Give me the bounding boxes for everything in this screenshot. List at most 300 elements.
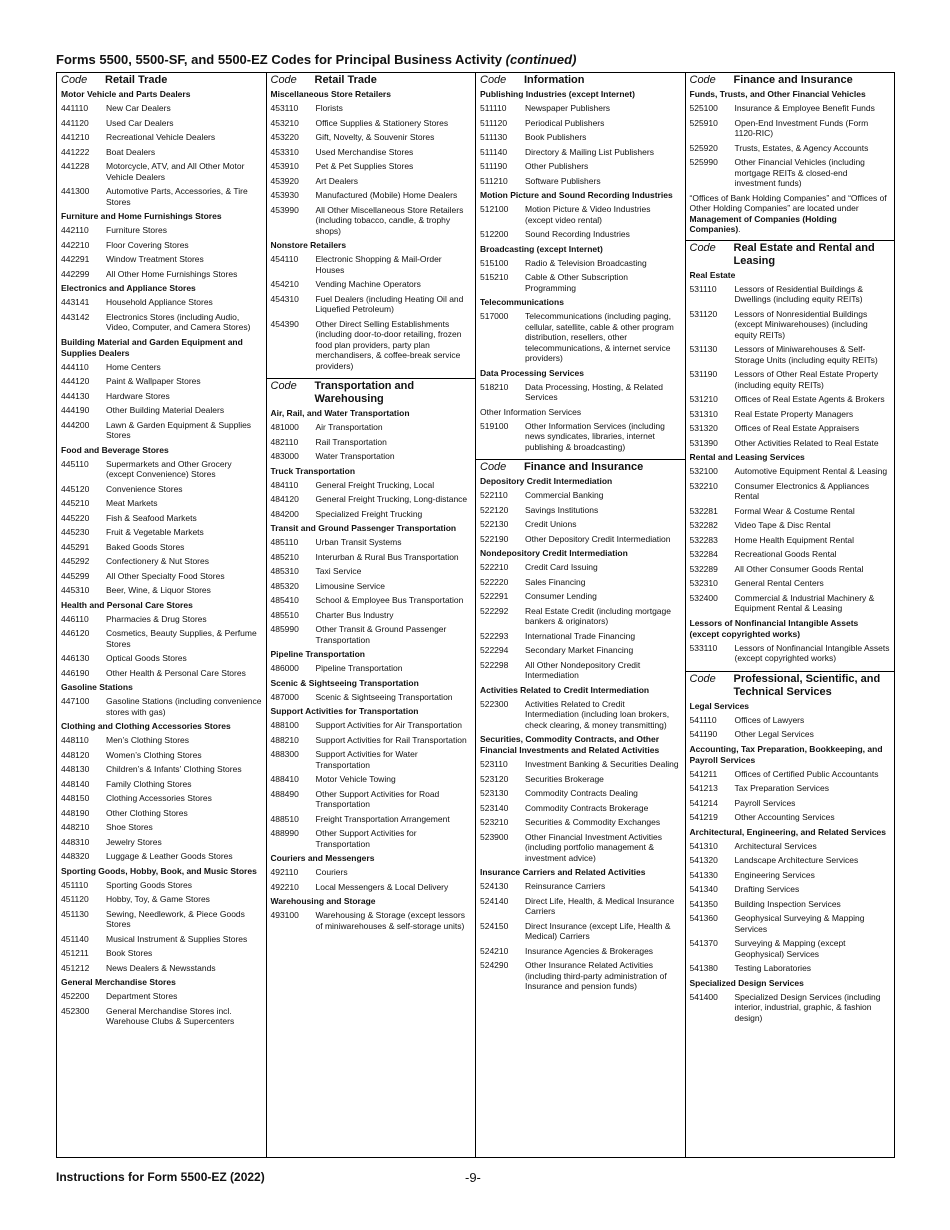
code-row [480, 132, 681, 143]
activity-code: 488410 [270, 774, 299, 784]
activity-code: 447100 [61, 696, 90, 706]
activity-description: Specialized Freight Trucking [315, 508, 423, 519]
code-row [271, 279, 472, 290]
code-column-label: Code [270, 74, 297, 86]
activity-description: Commodity Contracts Brokerage [525, 802, 649, 813]
activity-code: 445310 [61, 585, 90, 595]
activity-code: 444200 [61, 419, 90, 430]
code-row [690, 309, 891, 341]
industry-title: Retail Trade [105, 74, 168, 86]
activity-code: 453920 [270, 175, 299, 186]
code-row [61, 269, 262, 280]
code-row [61, 991, 262, 1002]
code-column-label: Code [61, 74, 88, 86]
activity-code: 488490 [270, 788, 299, 799]
activity-description: Support Activities for Air Transportation [315, 720, 462, 730]
activity-description: Activities Related to Credit Intermediation (including loan brokers, check clearing, & money transmitting) [525, 698, 670, 730]
code-row [61, 764, 262, 775]
code-row [61, 628, 262, 649]
activity-code: 488100 [270, 720, 299, 730]
code-row [271, 867, 472, 878]
activity-code: 445110 [61, 458, 89, 469]
activity-code: 453310 [270, 146, 299, 157]
activity-code: 531190 [689, 369, 718, 379]
activity-code: 523120 [480, 773, 509, 784]
code-column-label: Code [689, 241, 716, 254]
activity-code: 448110 [61, 735, 89, 745]
activity-code: 541211 [689, 768, 718, 779]
activity-description: Supermarkets and Other Grocery (except Convenience) Stores [106, 458, 232, 479]
code-row [690, 729, 891, 740]
activity-description: Specialized Design Services (including interior, industrial, graphic, & fashion design) [734, 991, 881, 1023]
activity-description: Gift, Novelty, & Souvenir Stores [315, 132, 435, 142]
activity-code: 512100 [480, 204, 509, 214]
activity-description: Hobby, Toy, & Game Stores [106, 894, 210, 904]
activity-code: 511130 [480, 132, 508, 142]
activity-code: 453930 [270, 190, 299, 200]
activity-code: 485990 [270, 624, 299, 634]
code-row [61, 186, 262, 207]
activity-description: Video Tape & Disc Rental [734, 520, 831, 530]
activity-code: 524140 [480, 895, 509, 906]
activity-code: 523110 [480, 759, 508, 769]
activity-description: Automotive Equipment Rental & Leasing [734, 466, 888, 476]
activity-description: Landscape Architecture Services [734, 855, 859, 865]
activity-code: 531320 [689, 423, 718, 433]
industry-title: Professional, Scientific, and Technical Services [733, 672, 881, 698]
activity-code: 522210 [480, 562, 509, 572]
section-header [690, 672, 891, 699]
code-row [690, 855, 891, 866]
code-row [271, 451, 472, 462]
code-row [271, 552, 472, 563]
activity-code: 448130 [61, 764, 90, 774]
code-row [61, 161, 262, 182]
subgroup-title: Insurance Carriers and Related Activities [480, 867, 646, 877]
activity-code: 444120 [61, 376, 90, 386]
activity-description: Book Publishers [525, 132, 587, 142]
activity-code: 524150 [480, 920, 509, 931]
code-row [61, 571, 262, 582]
code-row [271, 161, 472, 172]
code-row [61, 312, 262, 333]
code-row [480, 505, 681, 516]
code-row [61, 1006, 262, 1027]
activity-description: Jewelry Stores [106, 836, 162, 847]
activity-description: Other Information Services (including news syndicates, libraries, internet publishing & broadcasting) [525, 420, 665, 452]
activity-code: 532281 [689, 505, 718, 516]
activity-description: Other Legal Services [734, 729, 814, 739]
code-row [61, 103, 262, 114]
activity-description: Other Financial Investment Activities (including portfolio management & investment advice) [525, 831, 663, 863]
activity-description: Pipeline Transportation [315, 663, 403, 673]
section-header [690, 73, 891, 87]
activity-description: International Trade Financing [525, 630, 636, 641]
code-row [690, 798, 891, 809]
code-row [61, 542, 262, 553]
activity-description: Investment Banking & Securities Dealing [525, 759, 679, 769]
activity-code: 445291 [61, 541, 90, 552]
activity-code: 454390 [270, 318, 299, 329]
activity-code: 445220 [61, 512, 90, 523]
code-row [271, 624, 472, 645]
code-row [61, 668, 262, 679]
code-row [690, 423, 891, 434]
code-row [61, 391, 262, 402]
code-row [61, 484, 262, 495]
activity-description: Other Support Activities for Road Transportation [315, 788, 440, 809]
activity-code: 451120 [61, 894, 89, 904]
code-row [690, 564, 891, 575]
activity-description: Data Processing, Hosting, & Related Services [525, 381, 663, 402]
activity-description: Newspaper Publishers [525, 103, 611, 113]
code-row [480, 382, 681, 403]
note-bold-text: Management of Companies (Holding Companies) [689, 213, 837, 234]
activity-description: Boat Dealers [106, 146, 156, 157]
activity-description: Office Supplies & Stationery Stores [315, 117, 449, 128]
code-row [61, 880, 262, 891]
code-row [690, 938, 891, 959]
code-row [271, 422, 472, 433]
column-1 [57, 73, 267, 1157]
activity-code: 531120 [689, 308, 718, 319]
activity-code: 522300 [480, 698, 509, 709]
activity-description: Direct Insurance (except Life, Health & Medical) Carriers [525, 920, 671, 941]
activity-description: Lessors of Nonresidential Buildings (except Miniwarehouses) (including equity REITs) [734, 308, 868, 340]
activity-code: 441110 [61, 103, 89, 113]
code-row [271, 663, 472, 674]
activity-code: 446120 [61, 628, 90, 638]
code-row [61, 894, 262, 905]
activity-description: Confectionery & Nut Stores [106, 556, 209, 566]
activity-code: 533110 [689, 642, 718, 653]
subgroup-title: Electronics and Appliance Stores [61, 283, 196, 293]
activity-description: All Other Nondepository Credit Intermediation [525, 659, 641, 680]
subgroup-title: General Merchandise Stores [61, 977, 176, 987]
activity-description: Real Estate Property Managers [734, 408, 854, 419]
activity-code: 448150 [61, 793, 90, 803]
activity-code: 541190 [689, 729, 718, 739]
activity-description: Furniture Stores [106, 225, 167, 235]
code-row [480, 631, 681, 642]
code-row [61, 147, 262, 158]
activity-description: Offices of Lawyers [734, 714, 805, 725]
code-row [271, 774, 472, 785]
activity-description: Men’s Clothing Stores [106, 735, 189, 745]
activity-code: 531310 [689, 408, 718, 419]
activity-description: Other Transit & Ground Passenger Transportation [315, 624, 447, 645]
activity-description: Lawn & Garden Equipment & Supplies Stores [106, 419, 252, 440]
code-row [480, 946, 681, 957]
activity-code: 531130 [689, 344, 718, 354]
activity-description: Consumer Lending [525, 591, 597, 601]
subgroup-title: Support Activities for Transportation [270, 706, 419, 716]
subgroup-title: Accounting, Tax Preparation, Bookkeeping, and Payroll Services [689, 743, 883, 765]
activity-code: 441210 [61, 132, 90, 142]
activity-description: Local Messengers & Local Delivery [315, 881, 449, 892]
activity-description: Vending Machine Operators [315, 279, 421, 289]
note-text: “Offices of Bank Holding Companies” and “Offices of Other Holding Companies” are located under [689, 192, 887, 213]
activity-description: Geophysical Surveying & Mapping Services [734, 913, 865, 934]
activity-code: 453210 [270, 117, 299, 128]
activity-code: 541360 [689, 913, 718, 923]
activity-description: Other Direct Selling Establishments (including door-to-door retailing, frozen food plan providers, party plan merchandisers, & coffee-break service providers) [315, 318, 462, 371]
industry-section [267, 73, 476, 378]
subgroup-title: Funds, Trusts, and Other Financial Vehicles [689, 89, 866, 99]
activity-description: Offices of Certified Public Accountants [734, 768, 879, 779]
subgroup-title: Building Material and Garden Equipment and Supplies Dealers [61, 336, 243, 358]
industry-title: Retail Trade [314, 74, 377, 86]
code-table [56, 72, 895, 1158]
activity-description: Clothing Accessories Stores [106, 793, 212, 803]
activity-code: 443141 [61, 297, 90, 307]
activity-code: 541310 [689, 840, 718, 851]
activity-code: 522298 [480, 659, 509, 670]
activity-description: Commercial Banking [525, 490, 604, 500]
activity-code: 511190 [480, 161, 508, 171]
activity-description: Pet & Pet Supplies Stores [315, 161, 414, 171]
activity-description: Scenic & Sightseeing Transportation [315, 691, 453, 702]
code-row [690, 899, 891, 910]
code-row [690, 466, 891, 477]
code-row [61, 653, 262, 664]
activity-description: Telecommunications (including paging, cellular, satellite, cable & other program distribution, resellers, other telecommunications, & internet service providers) [525, 311, 674, 363]
activity-code: 484120 [270, 494, 299, 504]
activity-code: 522294 [480, 645, 509, 655]
activity-description: Payroll Services [734, 797, 796, 808]
code-row [690, 549, 891, 560]
code-row [480, 147, 681, 158]
activity-description: New Car Dealers [106, 103, 171, 113]
activity-description: Manufactured (Mobile) Home Dealers [315, 190, 458, 200]
activity-code: 515210 [480, 272, 509, 282]
code-row [690, 394, 891, 405]
activity-code: 518210 [480, 381, 509, 392]
activity-description: Charter Bus Industry [315, 609, 394, 620]
subgroup-title: Specialized Design Services [689, 977, 804, 988]
activity-code: 525990 [689, 157, 718, 167]
code-row [480, 311, 681, 364]
activity-description: Trusts, Estates, & Agency Accounts [734, 142, 869, 153]
code-row [271, 581, 472, 592]
activity-description: Real Estate Credit (including mortgage bankers & originators) [525, 605, 671, 626]
code-row [690, 506, 891, 517]
code-row [690, 812, 891, 823]
activity-code: 541400 [689, 991, 718, 1002]
code-row [480, 421, 681, 453]
code-row [690, 913, 891, 934]
code-column-label: Code [689, 672, 716, 685]
code-row [271, 494, 472, 505]
activity-description: Warehousing & Storage (except lessors of miniwarehouses & self-storage units) [315, 910, 465, 931]
activity-description: General Freight Trucking, Local [315, 479, 435, 490]
code-row [480, 803, 681, 814]
activity-code: 515100 [480, 257, 509, 268]
activity-description: Luggage & Leather Goods Stores [106, 851, 233, 861]
activity-code: 485320 [270, 580, 299, 591]
activity-code: 448210 [61, 822, 90, 832]
subgroup-title: Depository Credit Intermediation [480, 476, 613, 486]
subgroup-title: Lessors of Nonfinancial Intangible Assets (except copyrighted works) [689, 617, 859, 639]
activity-code: 442210 [61, 239, 90, 250]
activity-code: 448140 [61, 778, 90, 789]
activity-code: 448120 [61, 749, 90, 760]
code-row [690, 369, 891, 390]
code-column-label: Code [270, 380, 297, 392]
section-header [61, 73, 262, 87]
subgroup-title: Scenic & Sightseeing Transportation [270, 677, 419, 688]
industry-title: Real Estate and Rental and Leasing [733, 241, 875, 267]
code-row [480, 759, 681, 770]
column-2 [267, 73, 477, 1157]
activity-description: Book Stores [106, 948, 153, 958]
code-row [690, 643, 891, 664]
code-row [480, 490, 681, 501]
code-column-label: Code [480, 74, 507, 86]
code-row [271, 692, 472, 703]
activity-description: Other Depository Credit Intermediation [525, 533, 671, 544]
code-row [271, 509, 472, 520]
activity-code: 446110 [61, 613, 89, 624]
subgroup-title: Broadcasting (except Internet) [480, 243, 603, 254]
activity-code: 541330 [689, 869, 718, 880]
activity-description: Baked Goods Stores [106, 541, 185, 552]
subgroup-title: Furniture and Home Furnishings Stores [61, 211, 222, 221]
subgroup-title: Data Processing Services [480, 367, 584, 378]
code-row [271, 205, 472, 237]
activity-code: 532284 [689, 549, 718, 559]
code-row [61, 808, 262, 819]
activity-description: Lessors of Nonfinancial Intangible Assets (except copyrighted works) [734, 642, 890, 663]
activity-description: Shoe Stores [106, 822, 153, 832]
activity-code: 523140 [480, 802, 509, 813]
activity-description: Household Appliance Stores [106, 297, 213, 307]
code-row [480, 921, 681, 942]
code-row [480, 534, 681, 545]
activity-description: Support Activities for Water Transportation [315, 749, 418, 770]
activity-description: Consumer Electronics & Appliances Rental [734, 480, 870, 501]
code-row [271, 814, 472, 825]
activity-description: Credit Card Issuing [525, 562, 598, 572]
activity-description: Direct Life, Health, & Medical Insurance Carriers [525, 895, 675, 916]
code-row [271, 437, 472, 448]
activity-description: School & Employee Bus Transportation [315, 595, 464, 605]
code-row [61, 556, 262, 567]
activity-code: 488510 [270, 813, 299, 824]
activity-description: Testing Laboratories [734, 963, 812, 973]
activity-description: Other Financial Vehicles (including mortgage REITs & closed-end investment funds) [734, 157, 865, 188]
activity-description: Open-End Investment Funds (Form 1120-RIC) [734, 117, 869, 138]
activity-code: 523210 [480, 817, 509, 827]
subgroup-title: Transit and Ground Passenger Transportation [270, 523, 457, 533]
subgroup-title: Air, Rail, and Water Transportation [270, 408, 410, 418]
code-row [690, 783, 891, 794]
activity-description: Other Insurance Related Activities (including third-party administration of Insurance and pension funds) [525, 960, 667, 991]
code-row [61, 118, 262, 129]
activity-description: Motor Vehicle Towing [315, 774, 396, 784]
section-header [480, 73, 681, 87]
activity-description: Other Health & Personal Care Stores [106, 667, 246, 678]
activity-code: 525910 [689, 117, 718, 128]
activity-description: Securities Brokerage [525, 773, 604, 784]
code-row [690, 438, 891, 449]
code-row [271, 735, 472, 746]
industry-section [267, 378, 476, 938]
activity-code: 454210 [270, 279, 299, 289]
code-row [271, 882, 472, 893]
activity-description: Electronics Stores (including Audio, Video, Computer, and Camera Stores) [106, 311, 251, 332]
activity-code: 541350 [689, 898, 718, 909]
code-row [690, 578, 891, 589]
code-row [61, 909, 262, 930]
activity-description: Insurance Agencies & Brokerages [525, 945, 654, 956]
activity-code: 531210 [689, 394, 718, 404]
industry-title: Finance and Insurance [733, 74, 853, 86]
activity-description: Reinsurance Carriers [525, 881, 606, 891]
code-row [690, 870, 891, 881]
industry-section [476, 73, 685, 459]
activity-code: 487000 [270, 691, 299, 702]
code-row [61, 793, 262, 804]
subgroup-title: Activities Related to Credit Intermediation [480, 684, 650, 695]
industry-section [686, 240, 895, 671]
page-title: Forms 5500, 5500-SF, and 5500-EZ Codes for Principal Business Activity (continued) [56, 52, 577, 67]
activity-code: 541380 [689, 963, 718, 973]
code-row [690, 884, 891, 895]
activity-code: 451212 [61, 962, 90, 973]
activity-description: Women’s Clothing Stores [106, 749, 202, 760]
activity-code: 532400 [689, 592, 718, 603]
code-row [690, 520, 891, 531]
code-row [690, 344, 891, 365]
industry-section [476, 459, 685, 999]
activity-code: 532282 [689, 520, 718, 530]
code-row [480, 960, 681, 992]
activity-code: 453110 [270, 103, 299, 113]
activity-code: 517000 [480, 311, 509, 321]
activity-code: 441222 [61, 146, 90, 157]
code-row [271, 294, 472, 315]
code-row [61, 948, 262, 959]
activity-description: Beer, Wine, & Liquor Stores [106, 585, 211, 595]
activity-description: Insurance & Employee Benefit Funds [734, 103, 875, 113]
activity-code: 446130 [61, 653, 90, 663]
activity-code: 488990 [270, 828, 299, 838]
code-row [690, 284, 891, 305]
activity-description: Commodity Contracts Dealing [525, 788, 638, 798]
activity-description: Florists [315, 103, 343, 113]
activity-description: Air Transportation [315, 422, 383, 432]
activity-description: Drafting Services [734, 884, 800, 894]
subgroup-title: Rental and Leasing Services [689, 452, 805, 462]
code-row [271, 749, 472, 770]
activity-description: Couriers [315, 867, 348, 877]
activity-code: 453990 [270, 204, 299, 215]
activity-description: Lessors of Miniwarehouses & Self-Storage Units (including equity REITs) [734, 344, 878, 365]
code-row [690, 103, 891, 114]
subgroup-title: Food and Beverage Stores [61, 444, 169, 455]
section-header [271, 73, 472, 87]
activity-description: Savings Institutions [525, 504, 599, 515]
code-row [61, 934, 262, 945]
code-row [61, 527, 262, 538]
code-row [61, 297, 262, 308]
activity-description: General Freight Trucking, Long-distance [315, 494, 468, 504]
page-number: -9- [465, 1170, 481, 1185]
code-row [690, 409, 891, 420]
activity-code: 541340 [689, 884, 718, 894]
activity-code: 485310 [270, 566, 299, 576]
